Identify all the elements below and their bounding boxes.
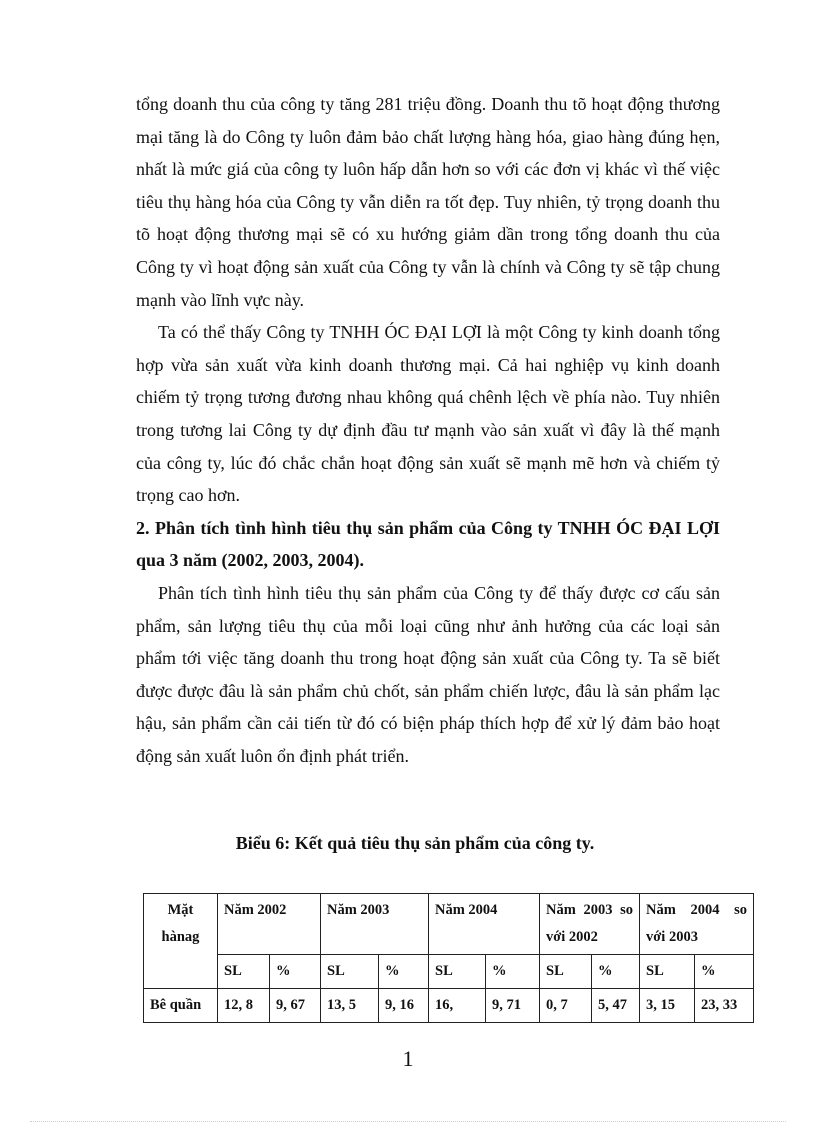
table-cell: 9, 67 bbox=[270, 989, 321, 1023]
group-header: Năm 2002 bbox=[218, 894, 321, 955]
sales-results-table bbox=[143, 893, 754, 1023]
table-cell: 3, 15 bbox=[640, 989, 695, 1023]
table-cell: 16, bbox=[429, 989, 486, 1023]
sub-header: SL bbox=[429, 955, 486, 989]
table-caption-text: Biểu 6: Kết quả tiêu thụ sản phẩm của công ty. bbox=[235, 833, 595, 853]
body-text bbox=[136, 88, 720, 772]
table-cell: 9, 16 bbox=[379, 989, 429, 1023]
sub-header: SL bbox=[540, 955, 592, 989]
table-cell: 9, 71 bbox=[486, 989, 540, 1023]
table-caption bbox=[0, 833, 816, 854]
table-row bbox=[144, 989, 754, 1023]
page-bottom-divider bbox=[30, 1121, 786, 1122]
sub-header: % bbox=[695, 955, 754, 989]
table-cell: 13, 5 bbox=[321, 989, 379, 1023]
row-item-name: Bê quần bbox=[144, 989, 218, 1023]
item-header: Mặt hànag bbox=[144, 894, 218, 989]
table-cell: 23, 33 bbox=[695, 989, 754, 1023]
table-subheader-row bbox=[144, 955, 754, 989]
sub-header: SL bbox=[218, 955, 270, 989]
sub-header: SL bbox=[321, 955, 379, 989]
section-heading: 2. Phân tích tình hình tiêu thụ sản phẩm của Công ty TNHH ÓC ĐẠI LỢI qua 3 năm (2002, 2003, 2004). bbox=[136, 517, 720, 571]
table-cell: 5, 47 bbox=[592, 989, 640, 1023]
group-header: Năm 2003 so với 2002 bbox=[540, 894, 640, 955]
table-cell: 12, 8 bbox=[218, 989, 270, 1023]
sub-header: % bbox=[592, 955, 640, 989]
paragraph-company-overview: Ta có thể thấy Công ty TNHH ÓC ĐẠI LỢI là một Công ty kinh doanh tổng hợp vừa sản xuất vừa kinh doanh thương mại. Cả hai nghiệp vụ kinh doanh chiếm tỷ trọng tương đương nhau không quá chênh lệch về phía nào. Tuy nhiên trong tương lai Công ty dự định đầu tư mạnh vào sản xuất vì đây là thế mạnh của công ty, lúc đó chắc chắn hoạt động sản xuất sẽ mạnh mẽ hơn và chiếm tỷ trọng cao hơn. bbox=[136, 322, 720, 506]
group-header: Năm 2004 bbox=[429, 894, 540, 955]
sub-header: % bbox=[379, 955, 429, 989]
group-header: Năm 2004 so với 2003 bbox=[640, 894, 754, 955]
sub-header: % bbox=[270, 955, 321, 989]
sub-header: % bbox=[486, 955, 540, 989]
paragraph-analysis: Phân tích tình hình tiêu thụ sản phẩm của Công ty để thấy được cơ cấu sản phẩm, sản lượng tiêu thụ của mỗi loại cũng như ảnh hưởng của các loại sản phẩm tới việc tăng doanh thu trong hoạt động sản xuất của Công ty. Ta sẽ biết được được đâu là sản phẩm chủ chốt, sản phẩm chiến lược, đâu là sản phẩm lạc hậu, sản phẩm cần cải tiến từ đó có biện pháp thích hợp để xử lý đảm bảo hoạt động sản xuất luôn ổn định phát triển. bbox=[136, 582, 720, 766]
table-header-row bbox=[144, 894, 754, 955]
sub-header: SL bbox=[640, 955, 695, 989]
group-header: Năm 2003 bbox=[321, 894, 429, 955]
paragraph-revenue: tổng doanh thu của công ty tăng 281 triệu đồng. Doanh thu tõ hoạt động thương mại tăng là do Công ty luôn đảm bảo chất lượng hàng hóa, giao hàng đúng hẹn, nhất là mức giá của công ty luôn hấp dẫn hơn so với các đơn vị khác vì thế việc tiêu thụ hàng hóa của Công ty vẫn diễn ra tốt đẹp. Tuy nhiên, tỷ trọng doanh thu tõ hoạt động thương mại sẽ có xu hướng giảm dần trong tổng doanh thu của Công ty vì hoạt động sản xuất của Công ty vẫn là chính và Công ty sẽ tập chung mạnh vào lĩnh vực này. bbox=[136, 94, 720, 310]
page-number: 1 bbox=[402, 1046, 414, 1071]
table-cell: 0, 7 bbox=[540, 989, 592, 1023]
